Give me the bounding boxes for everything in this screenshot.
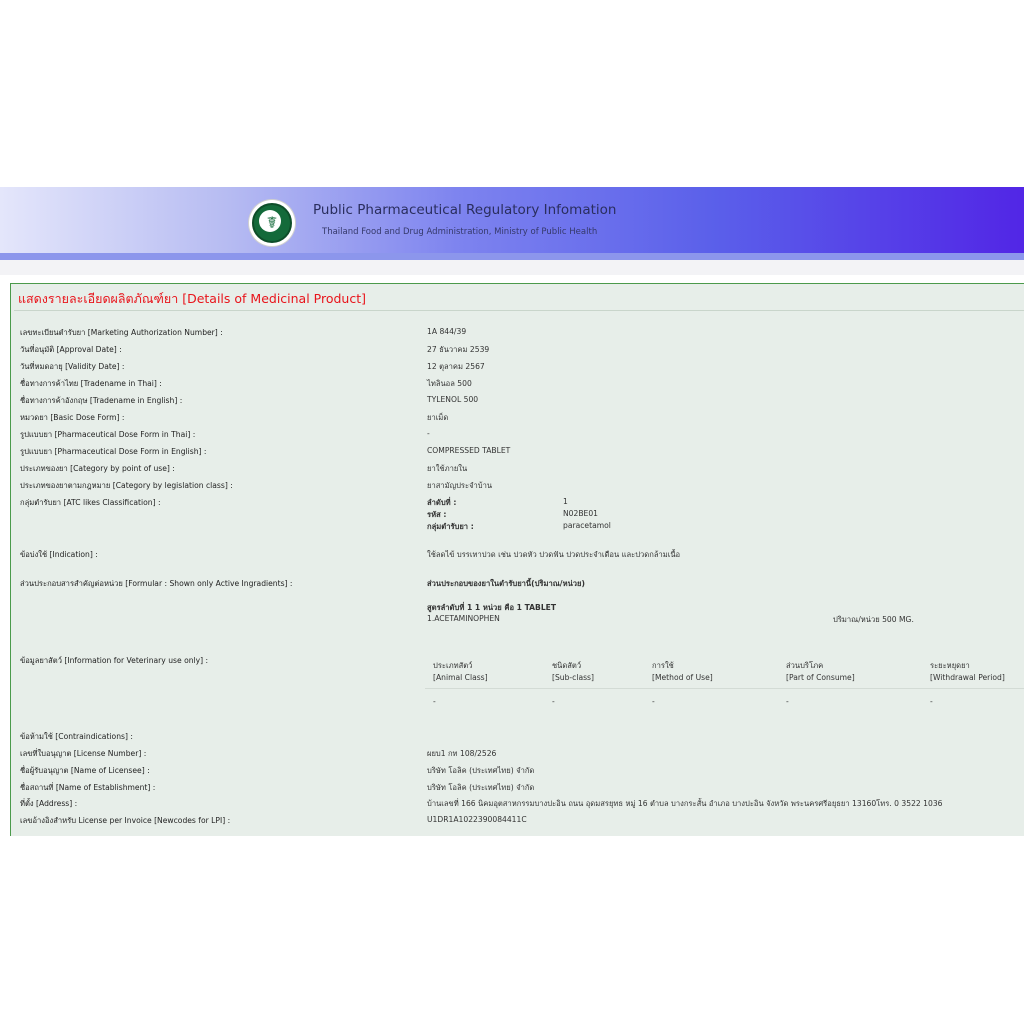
vet-col-part-of-consume-en: [Part of Consume]	[786, 673, 855, 682]
vet-col-animal-class-th: ประเภทสัตว์	[433, 661, 473, 670]
basic-dose-form-label: หมวดยา [Basic Dose Form] :	[20, 413, 125, 422]
formular-label: ส่วนประกอบสารสำคัญต่อหน่วย [Formular : Shown only Active Ingradients] :	[20, 579, 293, 588]
vet-value-part-of-consume: -	[786, 697, 789, 706]
vet-value-sub-class: -	[552, 697, 555, 706]
vet-col-sub-class	[552, 660, 594, 684]
establishment-label: ชื่อสถานที่ [Name of Establishment] :	[20, 783, 156, 792]
approval-date-value: 27 ธันวาคม 2539	[427, 345, 490, 354]
address-label: ที่ตั้ง [Address] :	[20, 799, 78, 808]
approval-date-label: วันที่อนุมัติ [Approval Date] :	[20, 345, 122, 354]
vet-value-withdrawal-period: -	[930, 697, 933, 706]
category-legislation-value: ยาสามัญประจำบ้าน	[427, 481, 493, 490]
tradename-thai-value: ไทลินอล 500	[427, 379, 472, 388]
indication-label: ข้อบ่งใช้ [Indication] :	[20, 550, 98, 559]
licensee-value: บริษัท โอลิค (ประเทศไทย) จำกัด	[427, 766, 535, 775]
validity-date-value: 12 ตุลาคม 2567	[427, 362, 485, 371]
vet-value-method-of-use: -	[652, 697, 655, 706]
newcodes-value: U1DR1A1022390084411C	[427, 815, 527, 824]
atc-code-label: รหัส :	[427, 510, 447, 519]
panel-title-english: [Details of Medicinal Product]	[182, 291, 367, 306]
header-banner	[0, 187, 1024, 253]
header-gap	[0, 260, 1024, 275]
validity-date-label: วันที่หมดอายุ [Validity Date] :	[20, 362, 125, 371]
vet-col-sub-class-th: ชนิดสัตว์	[552, 661, 582, 670]
atc-order-value: 1	[563, 497, 568, 506]
address-value: บ้านเลขที่ 166 นิคมอุตสาหกรรมบางปะอิน ถนน อุดมสรยุทธ หมู่ 16 ตำบล บางกระสั้น อำเภอ บางปะอิน จังหวัด พระนครศรีอยุธยา 13160โทร. 0 3522 1036	[427, 799, 943, 808]
ingredient-amount: ปริมาณ/หน่วย 500 MG.	[833, 615, 914, 624]
header-underline	[0, 253, 1024, 260]
dose-form-english-value: COMPRESSED TABLET	[427, 446, 511, 455]
atc-group-label: กลุ่มตำรับยา :	[427, 522, 474, 531]
vet-col-animal-class-en: [Animal Class]	[433, 673, 488, 682]
vet-col-withdrawal-period	[930, 660, 1005, 684]
vet-col-part-of-consume-th: ส่วนบริโภค	[786, 661, 824, 670]
atc-group-value: paracetamol	[563, 521, 611, 530]
tradename-english-value: TYLENOL 500	[427, 395, 479, 404]
ingredient-name: 1.ACETAMINOPHEN	[427, 614, 500, 623]
panel-divider	[14, 310, 1024, 311]
auth-number-label: เลขทะเบียนตำรับยา [Marketing Authorization Number] :	[20, 328, 223, 337]
veterinary-label: ข้อมูลยาสัตว์ [Information for Veterinary use only] :	[20, 656, 209, 665]
vet-col-method-of-use	[652, 660, 713, 684]
atc-code-value: N02BE01	[563, 509, 599, 518]
vet-col-part-of-consume	[786, 660, 855, 684]
panel-title-thai: แสดงรายละเอียดผลิตภัณฑ์ยา	[18, 291, 179, 306]
fda-logo	[249, 200, 295, 246]
vet-col-method-of-use-th: การใช้	[652, 661, 674, 670]
dose-form-thai-label: รูปแบบยา [Pharmaceutical Dose Form in Thai] :	[20, 430, 196, 439]
category-point-of-use-value: ยาใช้ภายใน	[427, 464, 468, 473]
auth-number-value: 1A 844/39	[427, 327, 467, 336]
indication-value: ใช้ลดไข้ บรรเทาปวด เช่น ปวดหัว ปวดฟัน ปวดประจำเดือน และปวดกล้ามเนื้อ	[427, 550, 681, 559]
dose-form-english-label: รูปแบบยา [Pharmaceutical Dose Form in English] :	[20, 447, 207, 456]
vet-col-withdrawal-period-th: ระยะหยุดยา	[930, 661, 970, 670]
license-number-label: เลขที่ใบอนุญาต [License Number] :	[20, 749, 147, 758]
dose-form-thai-value: -	[427, 429, 430, 438]
category-point-of-use-label: ประเภทของยา [Category by point of use] :	[20, 464, 175, 473]
license-number-value: ผยบ1 กท 108/2526	[427, 749, 497, 758]
licensee-label: ชื่อผู้รับอนุญาต [Name of Licensee] :	[20, 766, 150, 775]
establishment-value: บริษัท โอลิค (ประเทศไทย) จำกัด	[427, 783, 535, 792]
basic-dose-form-value: ยาเม็ด	[427, 413, 449, 422]
tradename-thai-label: ชื่อทางการค้าไทย [Tradename in Thai] :	[20, 379, 162, 388]
vet-table-divider	[425, 688, 1024, 689]
atc-label: กลุ่มตำรับยา [ATC likes Classification] :	[20, 498, 161, 507]
vet-col-sub-class-en: [Sub-class]	[552, 673, 594, 682]
site-subtitle: Thailand Food and Drug Administration, Ministry of Public Health	[322, 227, 598, 237]
vet-col-animal-class	[433, 660, 488, 684]
vet-value-animal-class: -	[433, 697, 436, 706]
site-title: Public Pharmaceutical Regulatory Infomation	[313, 202, 617, 218]
contraindications-label: ข้อห้ามใช้ [Contraindications] :	[20, 732, 133, 741]
caduceus-icon: ☤	[266, 213, 278, 232]
panel-title	[18, 289, 366, 309]
formular-heading: ส่วนประกอบของยาในตำรับยานี้(ปริมาณ/หน่วย)	[427, 579, 585, 588]
tradename-english-label: ชื่อทางการค้าอังกฤษ [Tradename in English] :	[20, 396, 183, 405]
category-legislation-label: ประเภทของยาตามกฎหมาย [Category by legislation class] :	[20, 481, 233, 490]
vet-col-withdrawal-period-en: [Withdrawal Period]	[930, 673, 1005, 682]
newcodes-label: เลขอ้างอิงสำหรับ License per Invoice [Newcodes for LPI] :	[20, 816, 231, 825]
formula-line: สูตรลำดับที่ 1 1 หน่วย คือ 1 TABLET	[427, 603, 557, 612]
vet-col-method-of-use-en: [Method of Use]	[652, 673, 713, 682]
atc-order-label: ลำดับที่ :	[427, 498, 457, 507]
